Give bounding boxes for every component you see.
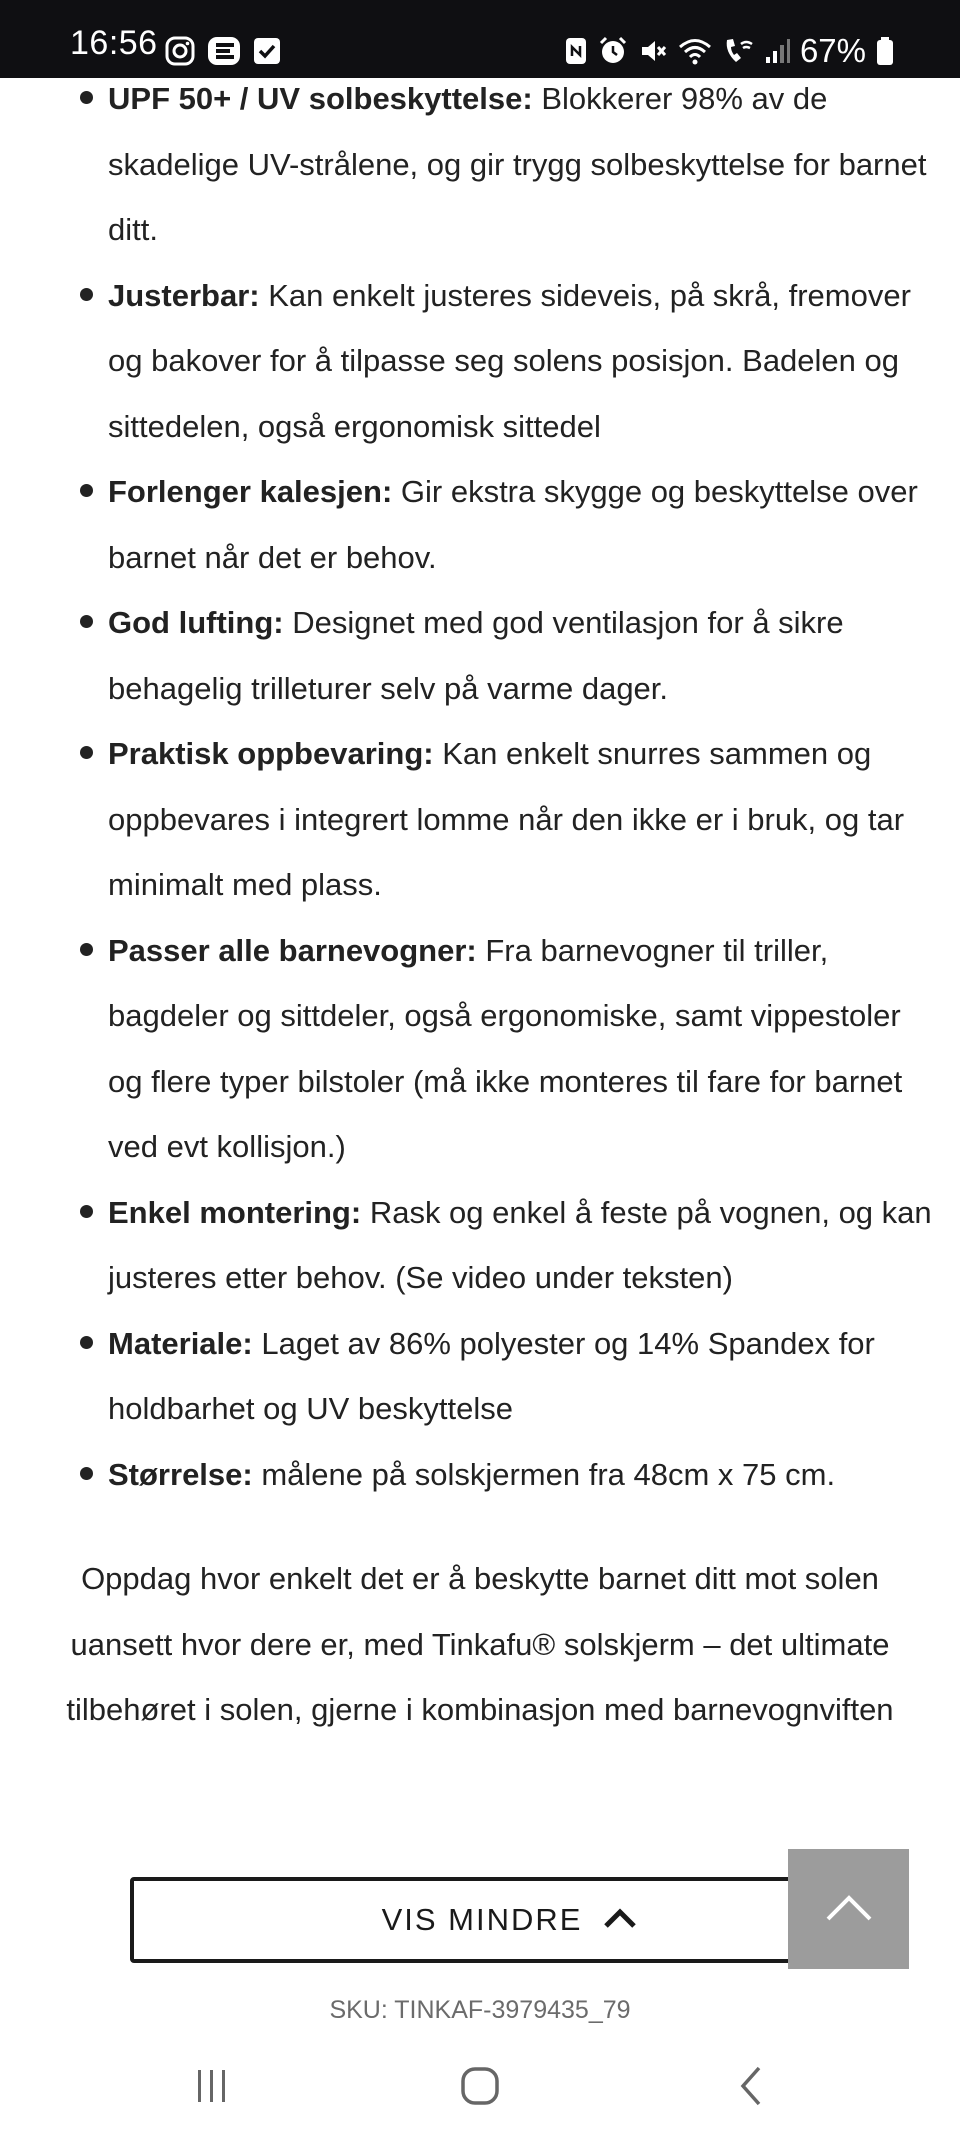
show-less-label: VIS MINDRE	[381, 1902, 583, 1937]
feature-text: Kan enkelt justeres sideveis, på skrå, fremover og bakover for å tilpasse seg solens posisjon. Badelen og sittedelen, også ergonomisk sittedel	[108, 277, 911, 444]
e-app-icon	[207, 36, 241, 66]
list-item	[0, 263, 960, 460]
feature-title: Enkel montering:	[108, 1194, 362, 1230]
feature-title: UPF 50+ / UV solbeskyttelse:	[108, 81, 533, 116]
feature-list	[0, 66, 960, 1507]
feature-text: Fra barnevogner til triller, bagdeler og sittdeler, også ergonomiske, samt vippestoler og flere typer bilstoler (må ikke monteres til fare for barnet ved evt kollisjon.)	[108, 932, 903, 1164]
bullet-point	[80, 1336, 93, 1349]
feature-title: God lufting:	[108, 605, 284, 640]
bullet-point	[80, 484, 93, 497]
show-less-button[interactable]	[130, 1877, 830, 1963]
home-icon	[459, 2065, 501, 2112]
status-left-icons	[165, 36, 281, 66]
bullet-point	[80, 91, 93, 104]
list-item	[0, 721, 960, 918]
battery-icon	[876, 36, 894, 66]
bullet-point	[80, 1205, 93, 1218]
feature-title: Størrelse:	[108, 1456, 253, 1492]
list-item	[0, 1180, 960, 1311]
feature-title: Justerbar:	[108, 277, 260, 313]
feature-title: Forlenger kalesjen:	[108, 474, 393, 509]
list-item	[0, 459, 960, 590]
wifi-icon	[678, 36, 712, 66]
navigation-bar	[0, 2040, 960, 2133]
feature-title: Materiale:	[108, 1325, 253, 1361]
mute-icon	[638, 36, 668, 66]
battery-percentage: 67%	[799, 32, 866, 69]
recents-button[interactable]	[172, 2058, 252, 2118]
home-button[interactable]	[440, 2058, 520, 2118]
status-right-icons	[564, 34, 894, 67]
wifi-call-icon	[722, 36, 754, 66]
back-icon	[735, 2064, 765, 2113]
bullet-point	[80, 615, 93, 628]
signal-icon	[764, 37, 790, 65]
checkbox-notification-icon	[253, 37, 281, 65]
alarm-icon	[598, 36, 628, 66]
list-item	[0, 590, 960, 721]
scroll-to-top-button[interactable]	[788, 1849, 909, 1969]
list-item	[0, 918, 960, 1180]
feature-text: Laget av 86% polyester og 14% Spandex for holdbarhet og UV beskyttelse	[108, 1325, 875, 1426]
instagram-icon	[165, 36, 195, 66]
list-item	[0, 1442, 960, 1508]
bullet-point	[80, 1467, 93, 1480]
list-item	[0, 66, 960, 263]
feature-text: Gir ekstra skygge og beskyttelse over barnet når det er behov.	[108, 474, 918, 575]
feature-text: Kan enkelt snurres sammen og oppbevares i integrert lomme når den ikke er i bruk, og tar minimalt med plass.	[108, 736, 905, 902]
back-button[interactable]	[710, 2058, 790, 2118]
feature-text: Blokkerer 98% av de skadelige UV-strålene, og gir trygg solbeskyttelse for barnet ditt.	[108, 81, 927, 247]
recents-icon	[192, 2066, 232, 2111]
feature-text: Designet med god ventilasjon for å sikre behagelig trilleturer selv på varme dager.	[108, 605, 844, 706]
nfc-icon	[564, 36, 588, 66]
feature-title: Praktisk oppbevaring:	[108, 736, 434, 771]
status-time: 16:56	[70, 24, 158, 62]
chevron-up-icon	[602, 1906, 638, 1935]
feature-text: målene på solskjermen fra 48cm x 75 cm.	[252, 1456, 836, 1492]
list-item	[0, 1311, 960, 1442]
feature-title: Passer alle barnevogner:	[108, 932, 477, 968]
status-bar	[0, 0, 960, 78]
chevron-up-icon	[824, 1892, 874, 1927]
bullet-point	[80, 943, 93, 956]
summary-paragraph: Oppdag hvor enkelt det er å beskytte barnet ditt mot solen uansett hvor dere er, med Tinkafu® solskjerm – det ultimate tilbehøret i solen, gjerne i kombinasjon med barnevognviften	[66, 1561, 894, 1727]
feature-text: Rask og enkel å feste på vognen, og kan justeres etter behov. (Se video under teksten)	[108, 1194, 932, 1295]
sku-label: SKU: TINKAF-3979435_79	[329, 1996, 631, 2024]
bullet-point	[80, 288, 93, 301]
bullet-point	[80, 746, 93, 759]
